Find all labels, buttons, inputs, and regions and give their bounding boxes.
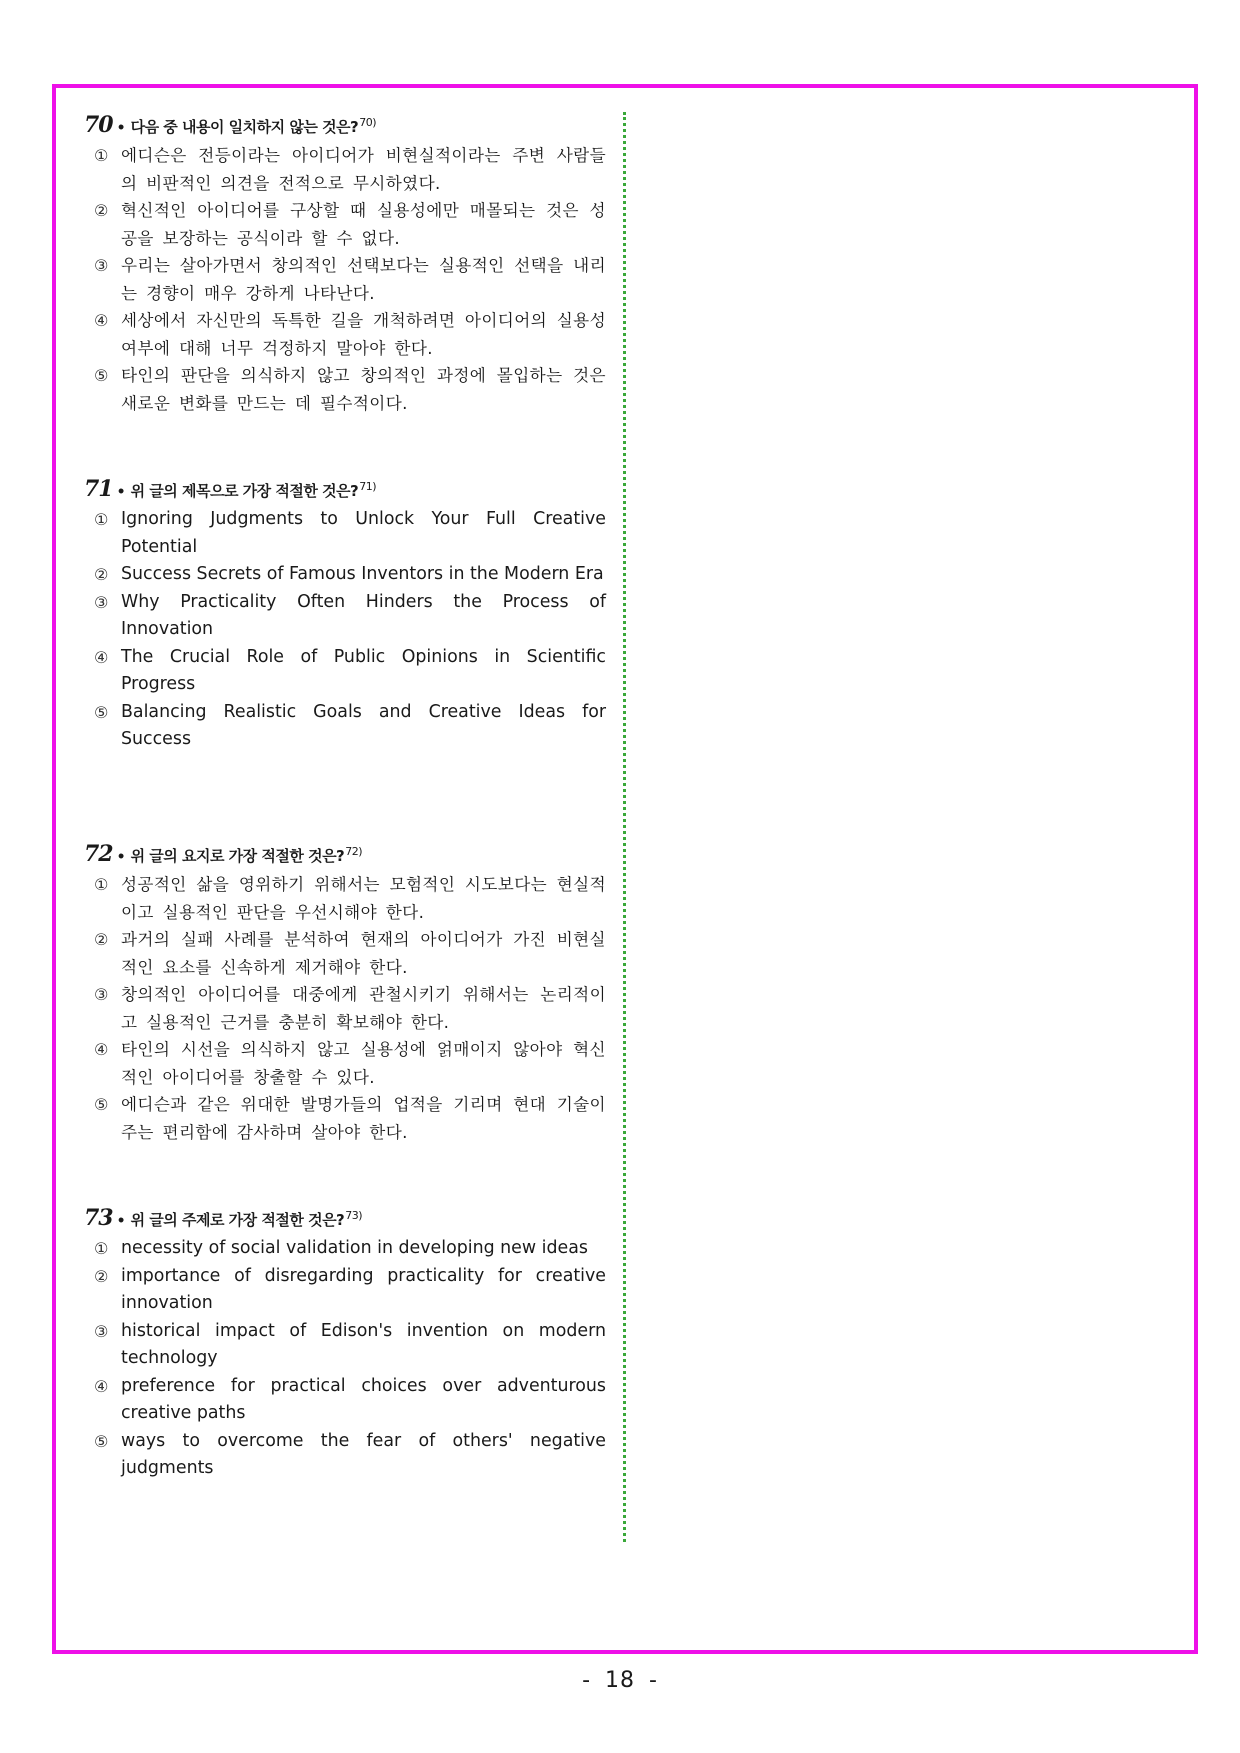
circled-number-5: ⑤ xyxy=(94,702,109,722)
question-73 xyxy=(84,1205,606,1483)
circled-number-2: ② xyxy=(94,565,109,584)
question-number: 70 xyxy=(84,112,113,138)
question-header xyxy=(84,841,606,871)
circled-number-1: ① xyxy=(94,1239,109,1258)
option-3[interactable] xyxy=(84,252,606,307)
circled-number-1: ① xyxy=(94,875,109,894)
option-5[interactable] xyxy=(84,1091,606,1146)
circled-number-3: ③ xyxy=(94,985,109,1004)
question-prompt: 위 글의 제목으로 가장 적절한 것은?$^{71)}$ xyxy=(130,480,377,500)
option-1[interactable] xyxy=(84,1235,606,1263)
question-number-dot: • xyxy=(116,484,126,500)
page-number: - 18 - xyxy=(582,1668,658,1693)
option-1[interactable] xyxy=(84,506,606,561)
circled-number-4: ④ xyxy=(94,647,109,667)
option-text: Ignoring Judgments to Unlock Your Full Creative Potential xyxy=(121,509,606,557)
option-list xyxy=(84,506,606,754)
option-text: 세상에서 자신만의 독특한 길을 개척하려면 아이디어의 실용성 여부에 대해 너무 걱정하지 말아야 한다. xyxy=(121,311,606,358)
option-text: 창의적인 아이디어를 대중에게 관철시키기 위해서는 논리적이고 실용적인 근거를 충분히 확보해야 한다. xyxy=(121,985,606,1032)
option-text: Balancing Realistic Goals and Creative Ideas for Success xyxy=(121,701,606,749)
circled-number-3: ③ xyxy=(94,1321,109,1341)
option-text: 타인의 시선을 의식하지 않고 실용성에 얽매이지 않아야 혁신적인 아이디어를 창출할 수 있다. xyxy=(121,1040,606,1087)
option-list xyxy=(84,871,606,1146)
question-header xyxy=(84,1205,606,1235)
option-list xyxy=(84,1235,606,1483)
circled-number-4: ④ xyxy=(94,1040,109,1059)
footnote-ref: 70) xyxy=(359,116,377,129)
question-71 xyxy=(84,476,606,754)
circled-number-1: ① xyxy=(94,510,109,529)
option-2[interactable] xyxy=(84,926,606,981)
option-text: Success Secrets of Famous Inventors in the Modern Era xyxy=(121,564,604,584)
option-5[interactable] xyxy=(84,1428,606,1483)
question-number-dot: • xyxy=(116,1213,126,1229)
option-text: 혁신적인 아이디어를 구상할 때 실용성에만 매몰되는 것은 성공을 보장하는 공식이라 할 수 없다. xyxy=(121,201,606,248)
option-3[interactable] xyxy=(84,981,606,1036)
option-text: 성공적인 삶을 영위하기 위해서는 모험적인 시도보다는 현실적이고 실용적인 판단을 우선시해야 한다. xyxy=(121,875,606,922)
option-1[interactable] xyxy=(84,871,606,926)
option-text: 우리는 살아가면서 창의적인 선택보다는 실용적인 선택을 내리는 경향이 매우 강하게 나타난다. xyxy=(121,256,606,303)
circled-number-2: ② xyxy=(94,201,109,220)
circled-number-3: ③ xyxy=(94,256,109,275)
option-text: 과거의 실패 사례를 분석하여 현재의 아이디어가 가진 비현실적인 요소를 신속하게 제거해야 한다. xyxy=(121,930,606,977)
circled-number-2: ② xyxy=(94,1266,109,1286)
option-5[interactable] xyxy=(84,362,606,417)
option-text: ways to overcome the fear of others' negative judgments xyxy=(121,1430,606,1478)
question-number: 71 xyxy=(84,476,113,502)
question-prompt: 다음 중 내용이 일치하지 않는 것은?$^{70)}$ xyxy=(130,116,377,136)
circled-number-5: ⑤ xyxy=(94,1431,109,1451)
question-number-dot: • xyxy=(116,849,126,865)
circled-number-2: ② xyxy=(94,930,109,949)
column-divider xyxy=(623,112,626,1542)
question-72 xyxy=(84,841,606,1146)
option-list xyxy=(84,142,606,417)
option-4[interactable] xyxy=(84,1373,606,1428)
footnote-ref: 73) xyxy=(345,1209,363,1222)
circled-number-5: ⑤ xyxy=(94,1095,109,1114)
circled-number-4: ④ xyxy=(94,311,109,330)
circled-number-5: ⑤ xyxy=(94,366,109,385)
option-text: The Crucial Role of Public Opinions in Scientific Progress xyxy=(121,646,606,694)
question-70 xyxy=(84,112,606,417)
question-header xyxy=(84,112,606,142)
question-prompt: 위 글의 주제로 가장 적절한 것은?$^{73)}$ xyxy=(130,1209,363,1229)
option-3[interactable] xyxy=(84,589,606,644)
footnote-ref: 72) xyxy=(345,845,363,858)
option-text: 타인의 판단을 의식하지 않고 창의적인 과정에 몰입하는 것은 새로운 변화를 만드는 데 필수적이다. xyxy=(121,366,606,413)
footnote-ref: 71) xyxy=(359,480,377,493)
option-1[interactable] xyxy=(84,142,606,197)
circled-number-3: ③ xyxy=(94,592,109,612)
option-4[interactable] xyxy=(84,1036,606,1091)
option-5[interactable] xyxy=(84,699,606,754)
option-4[interactable] xyxy=(84,307,606,362)
option-2[interactable] xyxy=(84,197,606,252)
option-text: 에디슨과 같은 위대한 발명가들의 업적을 기리며 현대 기술이 주는 편리함에 감사하며 살아야 한다. xyxy=(121,1095,606,1142)
option-2[interactable] xyxy=(84,1263,606,1318)
option-3[interactable] xyxy=(84,1318,606,1373)
option-4[interactable] xyxy=(84,644,606,699)
option-text: importance of disregarding practicality for creative innovation xyxy=(121,1265,606,1313)
option-text: Why Practicality Often Hinders the Process of Innovation xyxy=(121,591,606,639)
option-text: necessity of social validation in developing new ideas xyxy=(121,1238,588,1258)
question-header xyxy=(84,476,606,506)
option-text: 에디슨은 전등이라는 아이디어가 비현실적이라는 주변 사람들의 비판적인 의견을 전적으로 무시하였다. xyxy=(121,146,606,193)
option-text: historical impact of Edison's invention on modern technology xyxy=(121,1320,606,1368)
option-text: preference for practical choices over adventurous creative paths xyxy=(121,1375,606,1423)
question-number: 72 xyxy=(84,841,113,867)
circled-number-1: ① xyxy=(94,146,109,165)
question-number: 73 xyxy=(84,1205,113,1231)
question-prompt: 위 글의 요지로 가장 적절한 것은?$^{72)}$ xyxy=(130,845,363,865)
circled-number-4: ④ xyxy=(94,1376,109,1396)
question-number-dot: • xyxy=(116,120,126,136)
option-2[interactable] xyxy=(84,561,606,589)
